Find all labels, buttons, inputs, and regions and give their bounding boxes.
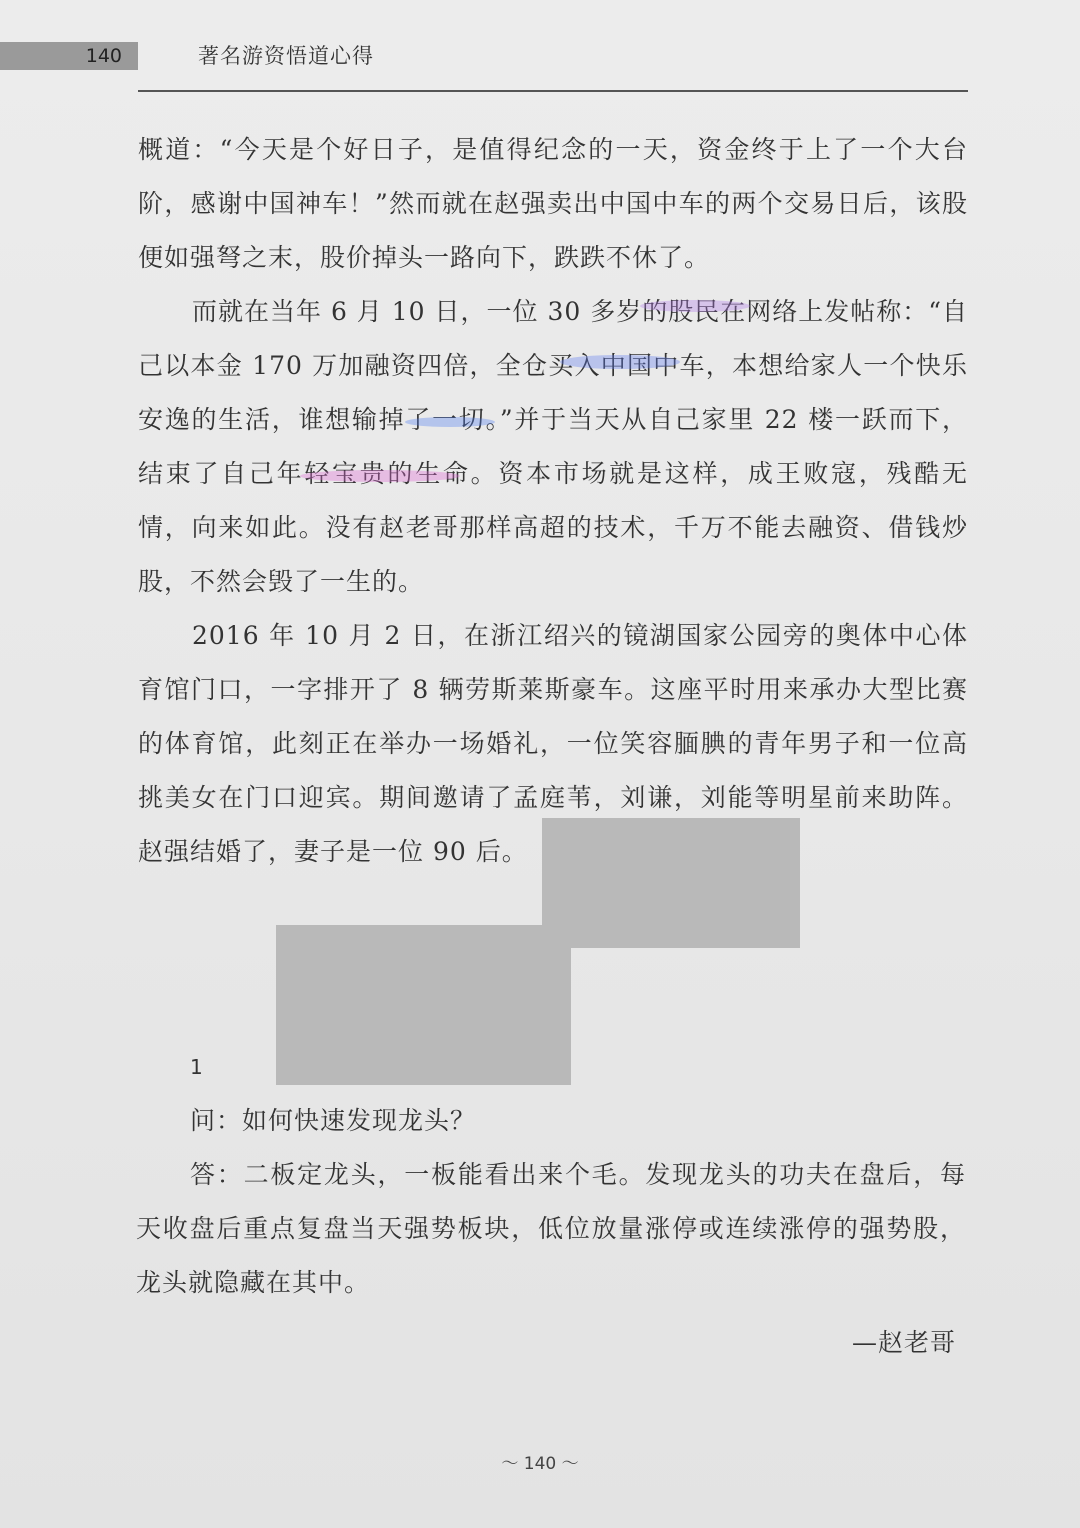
qa-number: 1 <box>190 1055 203 1079</box>
signature: —赵老哥 <box>851 1328 956 1357</box>
body-text <box>138 123 968 879</box>
ink-mark <box>640 300 750 312</box>
running-title: 著名游资悟道心得 <box>198 44 374 68</box>
qa-question: 问：如何快速发现龙头？ <box>190 1106 477 1135</box>
ink-mark <box>560 355 680 369</box>
qa-answer: 答：二板定龙头，一板能看出来个毛。发现龙头的功夫在盘后，每天收盘后重点复盘当天强势板块，低位放量涨停或连续涨停的强势股，龙头就隐藏在其中。 <box>136 1160 966 1297</box>
paragraph: 概道：“今天是个好日子，是值得纪念的一天，资金终于上了一个大台阶，感谢中国神车！”然而就在赵强卖出中国中车的两个交易日后，该股便如强弩之末，股价掉头一路向下，跌跌不休了。 <box>138 135 968 272</box>
header-rule <box>138 90 968 92</box>
paragraph: 而就在当年 6 月 10 日，一位 30 多岁的股民在网络上发帖称：“自己以本金 170 万加融资四倍，全仓买入中国中车，本想给家人一个快乐安逸的生活，谁想输掉了一切。”并于当天从自己家里 22 楼一跃而下，结束了自己年轻宝贵的生命。资本市场就是这样，成王败寇，残酷无情，向来如此。没有赵老哥那样高超的技术，千万不能去融资、借钱炒股，不然会毁了一生的。 <box>138 297 968 596</box>
qa-block <box>136 1094 966 1310</box>
paragraph: 2016 年 10 月 2 日，在浙江绍兴的镜湖国家公园旁的奥体中心体育馆门口，一字排开了 8 辆劳斯莱斯豪车。这座平时用来承办大型比赛的体育馆，此刻正在举办一场婚礼，一位笑容腼腆的青年男子和一位高挑美女在门口迎宾。期间邀请了孟庭苇，刘谦，刘能等明星前来助阵。赵强结婚了，妻子是一位 90 后。 <box>138 621 968 866</box>
ink-mark <box>300 470 460 482</box>
redacted-block <box>542 818 800 948</box>
page-footer: ～ 140 ～ <box>501 1454 579 1474</box>
page-number-tab <box>0 42 138 70</box>
ink-mark <box>405 417 495 427</box>
redacted-block <box>276 925 571 1085</box>
header-page-number: 140 <box>85 45 122 67</box>
